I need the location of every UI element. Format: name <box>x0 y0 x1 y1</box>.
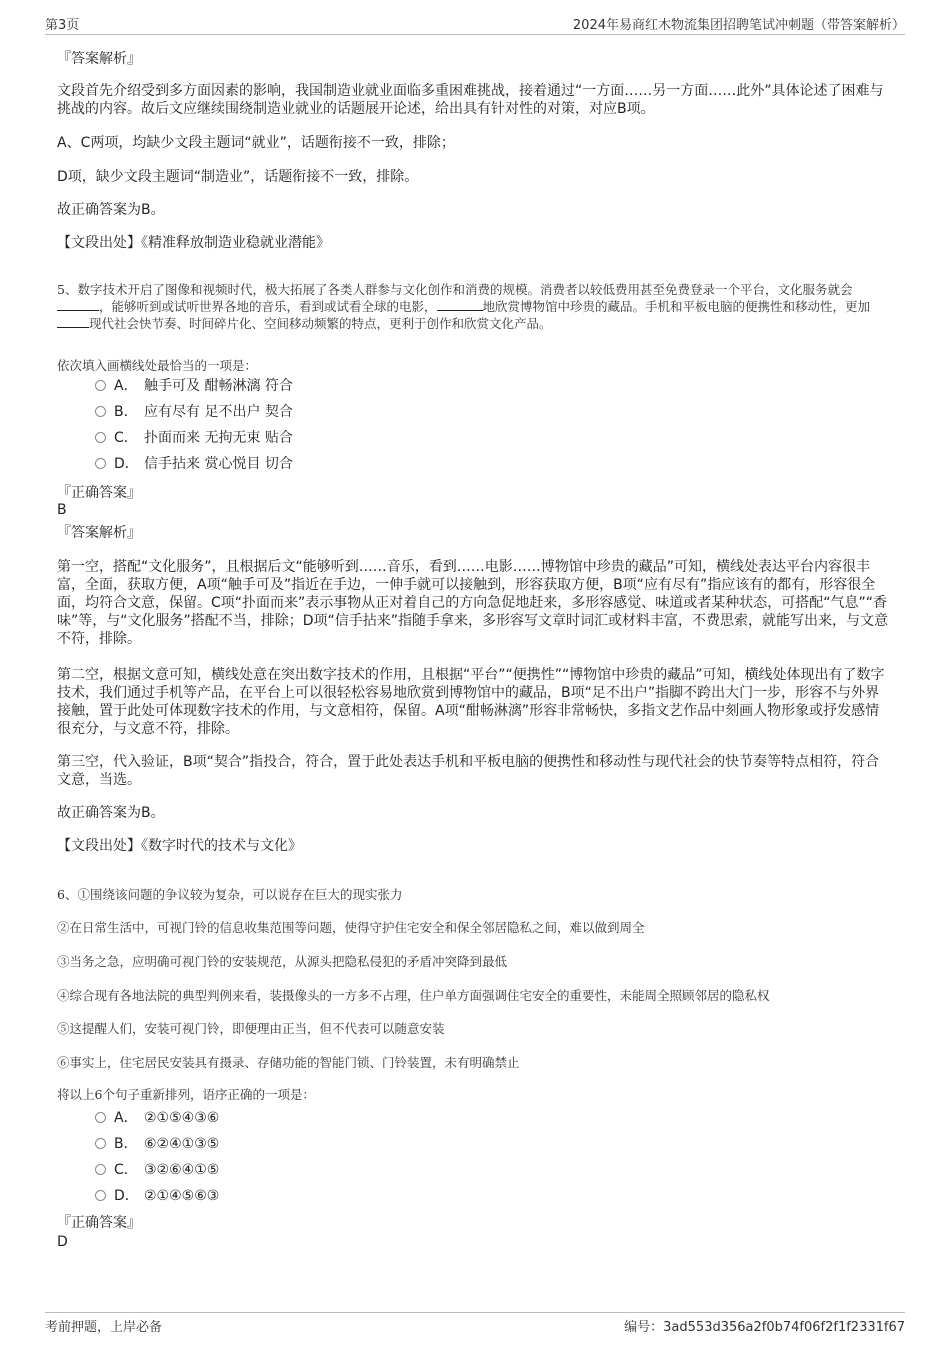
footer-slogan: 考前押题，上岸必备 <box>45 1320 163 1335</box>
conclusion: 故正确答案为B。 <box>57 805 165 821</box>
source-citation: 【文段出处】《数字时代的技术与文化》 <box>57 838 302 854</box>
sentence-2: ②在日常生活中，可视门铃的信息收集范围等问题，使得守护住宅安全和保全邻居隐私之间，难以做到周全 <box>57 919 645 935</box>
radio-icon[interactable] <box>95 458 106 469</box>
option-c[interactable]: C． 扑面而来 无拘无束 贴合 <box>95 429 293 447</box>
sentence-5: ⑤这提醒人们，安装可视门铃，即便理由正当，但不代表可以随意安装 <box>57 1020 445 1036</box>
radio-icon[interactable] <box>95 1164 106 1175</box>
fill-blank <box>57 315 89 328</box>
answer-label: 『正确答案』 <box>57 1215 141 1231</box>
page-number: 第3页 <box>45 18 80 33</box>
analysis-paragraph: 文段首先介绍受到多方面因素的影响，我国制造业就业面临多重困难挑战，接着通过“一方面……另一方面……此外”具体论述了困难与挑战的内容。故后文应继续围绕制造业就业的话题展开论述，给出具有针对性的对策，对应B项。 <box>57 83 884 117</box>
analysis-paragraph: 第二空，根据文意可知，横线处意在突出数字技术的作用，且根据“平台”“便携性”“博物馆中珍贵的藏品”可知，横线处体现出有了数字技术，我们通过手机等产品，在平台上可以很轻松容易地欣赏到博物馆中的藏品，B项“足不出户”指脚不跨出大门一步，形容不与外界接触，置于此处可体现数字技术的作用，与文意相符，保留。A项“酣畅淋漓”形容非常畅快，多指文艺作品中刻画人物形象或抒发感情很充分，与文意不符，排除。 <box>57 667 885 737</box>
answer-label: 『正确答案』 <box>57 485 141 501</box>
question-stem: 5、数字技术开启了图像和视频时代，极大拓展了各类人群参与文化创作和消费的规模。消费者以较低费用甚至免费登录一个平台，文化服务就会，能够听到或试听世界各地的音乐，看到或试看全球的电影， 地欣赏博物馆中珍贵的藏品。手机和平板电脑的便携性和移动性，更加现代社会快节奏、时间碎片化、空间移动频繁的特点，更利于创作和欣赏文化产品。 <box>57 281 871 331</box>
option-b[interactable]: B． 应有尽有 足不出户 契合 <box>95 403 293 421</box>
radio-icon[interactable] <box>95 432 106 443</box>
option-a[interactable]: A． ②①⑤④③⑥ <box>95 1109 219 1127</box>
sentence-6: ⑥事实上，住宅居民安装具有摄录、存储功能的智能门锁、门铃装置，未有明确禁止 <box>57 1054 520 1070</box>
radio-icon[interactable] <box>95 380 106 391</box>
analysis-paragraph: D项，缺少文段主题词“制造业”，话题衔接不一致，排除。 <box>57 169 419 185</box>
analysis-label: 『答案解析』 <box>57 51 141 67</box>
answer-value: B <box>57 502 67 518</box>
analysis-paragraph: 第三空，代入验证，B项“契合”指投合，符合，置于此处表达手机和平板电脑的便携性和移动性与现代社会的快节奏等特点相符，符合文意，当选。 <box>57 754 880 788</box>
sentence-4: ④综合现有各地法院的典型判例来看，装摄像头的一方多不占理，住户单方面强调住宅安全的重要性，未能周全照顾邻居的隐私权 <box>57 987 770 1003</box>
option-b[interactable]: B． ⑥②④①③⑤ <box>95 1135 219 1153</box>
option-d[interactable]: D． ②①④⑤⑥③ <box>95 1187 219 1205</box>
option-d[interactable]: D． 信手拈来 赏心悦目 切合 <box>95 455 293 473</box>
question-prompt: 依次填入画横线处最恰当的一项是： <box>57 357 258 373</box>
question-prompt: 将以上6个句子重新排列，语序正确的一项是： <box>57 1086 315 1102</box>
radio-icon[interactable] <box>95 1138 106 1149</box>
fill-blank <box>57 298 99 311</box>
radio-icon[interactable] <box>95 406 106 417</box>
document-title: 2024年易商红木物流集团招聘笔试冲刺题（带答案解析） <box>572 18 905 33</box>
page-header <box>45 12 905 35</box>
document-code: 编号：3ad553d356a2f0b74f06f2f1f2331f67 <box>624 1320 905 1335</box>
analysis-label: 『答案解析』 <box>57 525 141 541</box>
radio-icon[interactable] <box>95 1190 106 1201</box>
analysis-paragraph: 第一空，搭配“文化服务”，且根据后文“能够听到……音乐，看到……电影……博物馆中珍贵的藏品”可知，横线处表达平台内容很丰富，全面，获取方便，A项“触手可及”指近在手边，一伸手就可以接触到，形容获取方便，B项“应有尽有”指应该有的都有，形容很全面，均符合文意，保留。C项“扑面而来”表示事物从正对着自己的方向急促地赶来，多形容感觉、味道或者某种状态，可搭配“气息”“香味”等，与“文化服务”搭配不当，排除；D项“信手拈来”指随手拿来，多形容写文章时词汇或材料丰富，不费思索，就能写出来，与文意不符，排除。 <box>57 559 889 647</box>
option-a[interactable]: A． 触手可及 酣畅淋漓 符合 <box>95 377 293 395</box>
radio-icon[interactable] <box>95 1112 106 1123</box>
fill-blank <box>437 298 483 311</box>
conclusion: 故正确答案为B。 <box>57 202 165 218</box>
source-citation: 【文段出处】《精准释放制造业稳就业潜能》 <box>57 235 330 251</box>
sentence-3: ③当务之急，应明确可视门铃的安装规范，从源头把隐私侵犯的矛盾冲突降到最低 <box>57 953 508 969</box>
answer-value: D <box>57 1234 68 1250</box>
sentence-1: 6、①围绕该问题的争议较为复杂，可以说存在巨大的现实张力 <box>57 886 403 902</box>
page-footer <box>45 1312 905 1335</box>
option-c[interactable]: C． ③②⑥④①⑤ <box>95 1161 219 1179</box>
analysis-paragraph: A、C两项，均缺少文段主题词“就业”，话题衔接不一致，排除； <box>57 135 455 151</box>
